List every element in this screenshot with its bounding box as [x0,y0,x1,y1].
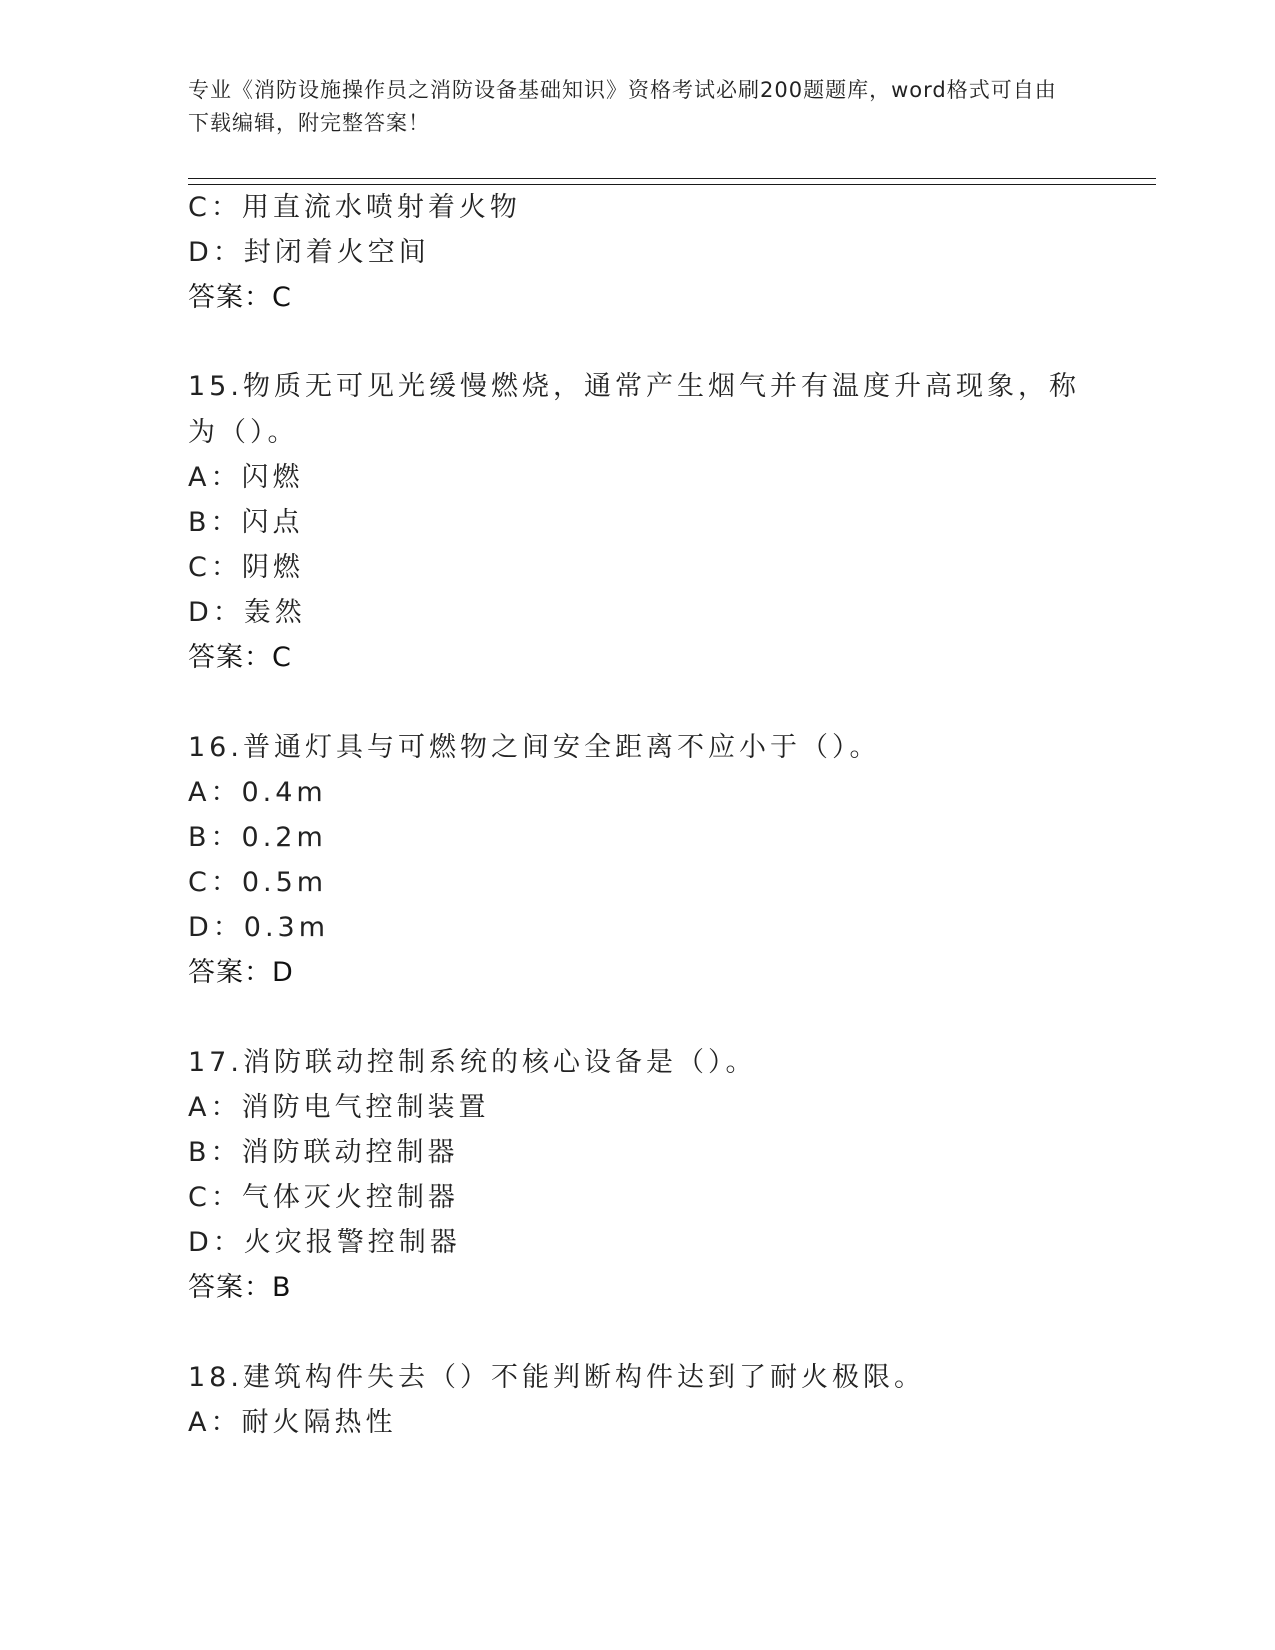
option-d: D：0.3m [188,912,330,943]
header-rule-bottom [188,184,1156,185]
option-b: B：0.2m [188,822,327,853]
answer: 答案：C [188,282,292,313]
answer: 答案：C [188,642,292,673]
option-c: C：气体灭火控制器 [188,1182,459,1213]
option-c: C：0.5m [188,867,328,898]
option-c: C：阴燃 [188,552,304,583]
answer: 答案：D [188,957,294,988]
option-a: A：0.4m [188,777,327,808]
question-16: 16.普通灯具与可燃物之间安全距离不应小于（）。 [188,732,881,763]
header-rule-top [188,178,1156,179]
option-b: B：闪点 [188,507,304,538]
option-d: D：轰然 [188,597,306,628]
option-b: B：消防联动控制器 [188,1137,459,1168]
option-d: D：封闭着火空间 [188,237,430,268]
option-a: A：耐火隔热性 [188,1407,397,1438]
question-15: 15.物质无可见光缓慢燃烧，通常产生烟气并有温度升高现象，称为（）。 [188,371,1080,448]
question-17: 17.消防联动控制系统的核心设备是（）。 [188,1047,757,1078]
option-a: A：消防电气控制装置 [188,1092,490,1123]
question-18: 18.建筑构件失去（）不能判断构件达到了耐火极限。 [188,1362,925,1393]
option-a: A：闪燃 [188,462,304,493]
option-d: D：火灾报警控制器 [188,1227,461,1258]
option-c: C：用直流水喷射着火物 [188,192,521,223]
document-header: 专业《消防设施操作员之消防设备基础知识》资格考试必刷200题题库，word格式可自由下载编辑，附完整答案！ [188,78,1057,135]
answer: 答案：B [188,1272,292,1303]
